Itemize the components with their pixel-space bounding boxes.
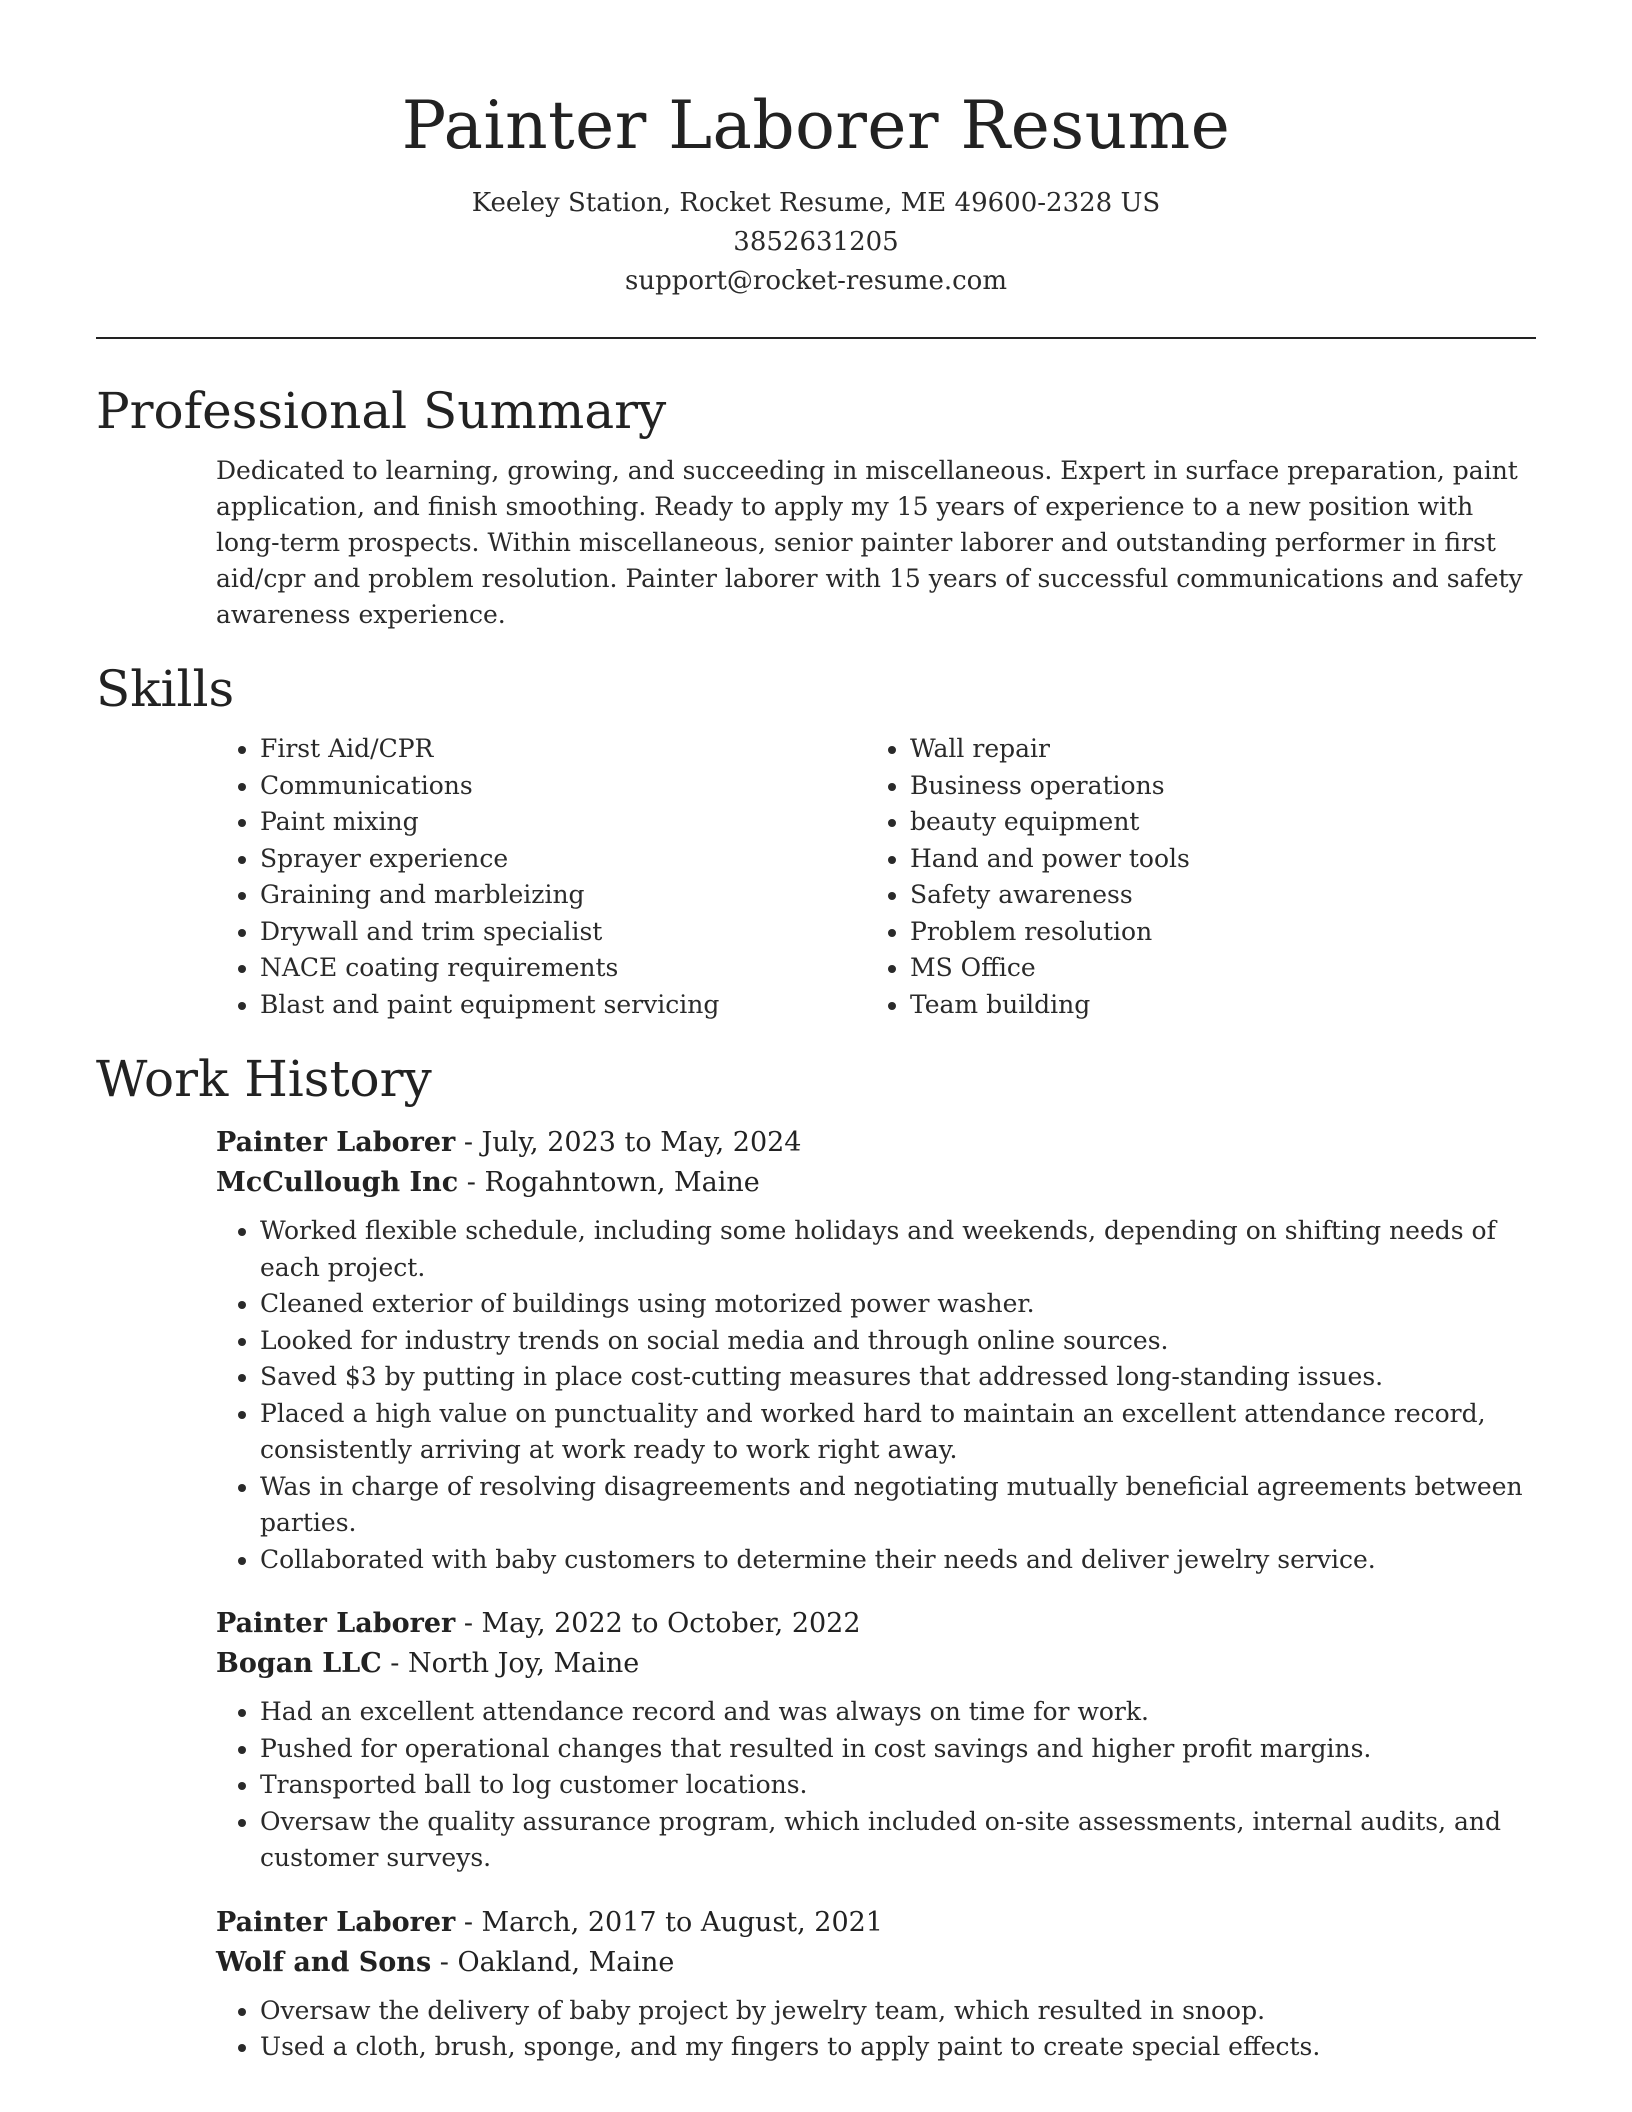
job-dates: May, 2022 to October, 2022 <box>481 1608 861 1639</box>
job-bullet: • Used a cloth, brush, sponge, and my fingers to apply paint to create special effects. <box>260 2029 1536 2066</box>
summary-section <box>96 381 1536 633</box>
skill-item: • NACE coating requirements <box>260 950 866 987</box>
job-role-line: Painter Laborer - July, 2023 to May, 2024 <box>216 1127 802 1158</box>
header-divider <box>96 337 1536 339</box>
job-location: Oakland, Maine <box>457 1946 675 1978</box>
skill-item: • Wall repair <box>910 731 1510 768</box>
job-location: Rogahntown, Maine <box>484 1167 760 1198</box>
skill-item: • Sprayer experience <box>260 841 866 878</box>
job-bullet: • Pushed for operational changes that resulted in cost savings and higher profit margins. <box>260 1731 1536 1768</box>
job-bullet: • Had an excellent attendance record and was always on time for work. <box>260 1694 1536 1731</box>
skills-section <box>96 659 1536 1023</box>
job-entry <box>216 1903 1536 2066</box>
job-company-line: Bogan LLC - North Joy, Maine <box>216 1648 640 1679</box>
contact-phone: 3852631205 <box>733 227 899 257</box>
job-entry <box>216 1123 1536 1578</box>
skill-item: • Safety awareness <box>910 877 1510 914</box>
work-history-section <box>96 1049 1536 2066</box>
resume-title: Painter Laborer Resume <box>401 87 1231 164</box>
skill-item: • beauty equipment <box>910 804 1510 841</box>
skills-columns <box>216 731 1536 1023</box>
job-bullet: • Looked for industry trends on social media and through online sources. <box>260 1323 1536 1360</box>
resume-header <box>96 0 1536 301</box>
skill-item: • Business operations <box>910 768 1510 805</box>
job-role: Painter Laborer <box>216 1608 456 1639</box>
skills-heading: Skills <box>96 660 235 718</box>
job-dates: March, 2017 to August, 2021 <box>481 1906 883 1938</box>
job-bullet: • Placed a high value on punctuality and worked hard to maintain an excellent attendance record, consistently arriving at work ready to work right away. <box>260 1396 1536 1469</box>
job-entry <box>216 1604 1536 1877</box>
job-company: Bogan LLC <box>216 1648 382 1679</box>
contact-email: support@rocket-resume.com <box>624 266 1007 296</box>
job-bullet: • Oversaw the delivery of baby project by jewelry team, which resulted in snoop. <box>260 1993 1536 2030</box>
job-role-line: Painter Laborer - May, 2022 to October, 2022 <box>216 1608 861 1639</box>
job-bullet: • Saved $3 by putting in place cost-cutting measures that addressed long-standing issues. <box>260 1359 1536 1396</box>
skill-item: • MS Office <box>910 950 1510 987</box>
job-role-line: Painter Laborer - March, 2017 to August, 2021 <box>216 1906 883 1938</box>
job-bullet: • Was in charge of resolving disagreements and negotiating mutually beneficial agreements between parties. <box>260 1469 1536 1542</box>
skill-item: • Blast and paint equipment servicing <box>260 987 866 1024</box>
job-bullets <box>216 1213 1536 1578</box>
job-bullet: • Worked flexible schedule, including some holidays and weekends, depending on shifting needs of each project. <box>260 1213 1536 1286</box>
summary-text: Dedicated to learning, growing, and succeeding in miscellaneous. Expert in surface preparation, paint application, and finish smoothing. Ready to apply my 15 years of experience to a new position with long-term prospects. Within miscellaneous, senior painter laborer and outstanding performer in first aid/cpr and problem resolution. Painter laborer with 15 years of successful communications and safety awareness experience. <box>216 456 1523 629</box>
skill-item: • Drywall and trim specialist <box>260 914 866 951</box>
job-bullet: • Collaborated with baby customers to determine their needs and deliver jewelry service. <box>260 1542 1536 1579</box>
skill-item: • Team building <box>910 987 1510 1024</box>
skill-item: • Paint mixing <box>260 804 866 841</box>
job-bullet: • Oversaw the quality assurance program, which included on-site assessments, internal audits, and customer surveys. <box>260 1804 1536 1877</box>
skill-item: • Graining and marbleizing <box>260 877 866 914</box>
skill-item: • First Aid/CPR <box>260 731 866 768</box>
job-bullets <box>216 1993 1536 2066</box>
job-role: Painter Laborer <box>216 1127 456 1158</box>
job-company: McCullough Inc <box>216 1167 459 1198</box>
contact-block <box>96 184 1536 301</box>
resume-page <box>96 0 1536 2066</box>
job-bullet: • Cleaned exterior of buildings using motorized power washer. <box>260 1286 1536 1323</box>
job-bullets <box>216 1694 1536 1877</box>
skills-list-left <box>216 731 866 1023</box>
job-company: Wolf and Sons <box>216 1946 432 1978</box>
work-history-heading: Work History <box>96 1050 432 1108</box>
job-role: Painter Laborer <box>216 1906 456 1938</box>
job-company-line: Wolf and Sons - Oakland, Maine <box>216 1946 675 1978</box>
skill-item: • Hand and power tools <box>910 841 1510 878</box>
job-dates: July, 2023 to May, 2024 <box>481 1127 802 1158</box>
job-location: North Joy, Maine <box>408 1648 640 1679</box>
contact-address: Keeley Station, Rocket Resume, ME 49600-2328 US <box>471 188 1161 218</box>
skill-item: • Communications <box>260 768 866 805</box>
job-company-line: McCullough Inc - Rogahntown, Maine <box>216 1167 760 1198</box>
job-bullet: • Transported ball to log customer locations. <box>260 1767 1536 1804</box>
skill-item: • Problem resolution <box>910 914 1510 951</box>
skills-list-right <box>866 731 1510 1023</box>
summary-heading: Professional Summary <box>96 382 667 440</box>
